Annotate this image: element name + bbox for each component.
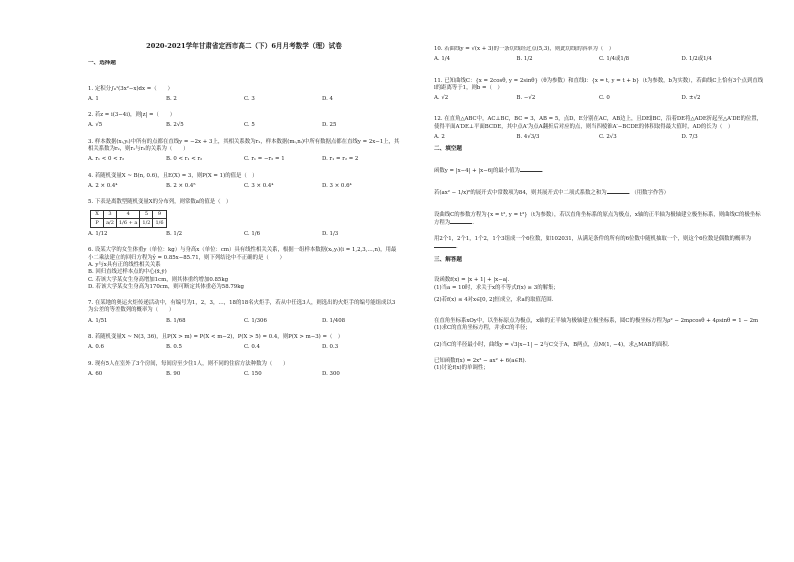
table-cell: 1/6 [153, 219, 166, 228]
option: A. √5 [88, 122, 103, 129]
option: B. 1/2 [516, 56, 533, 63]
question-8: 8. 若随机变量X ~ N(3, 36)，且P(X > m) = P(X < m−2)，P(X > 5) = 0.4，则P(X > m−3) =（ ） [88, 333, 344, 340]
question-1: 1. 定积分∫₀¹(3x²−x)dx =（ ） [88, 85, 173, 92]
problem-17-part-1: (1)当a = 10时，求关于x的不等式f(x) ≥ 3的解集； [434, 284, 559, 291]
option: C. 1/4或1/8 [599, 56, 630, 63]
option: C. 1/306 [244, 317, 267, 324]
option: D. 1/408 [322, 317, 346, 324]
question-11: 11. 已知曲线C：{x = 2cosθ, y = 2sinθ}（θ为参数）和直线l：{x = t, y = t + b}（t为参数，b为实数），若曲线C上恰有3个点到直线l的距离等于1，则b =（ ） [434, 77, 764, 91]
question-3: 3. 样本数据(xᵢ,yᵢ)中所有的点都在直线y = −2x + 3上，其相关系数为r₁，样本数据(mᵢ,nᵢ)中所有数据点都在直线y = 2x−1上，其相关系数为r₂，则r₁与r₂的关系为（ ） [88, 138, 400, 153]
option: A. 2 × 0.4⁴ [88, 182, 118, 189]
option: C. 0.4 [244, 344, 260, 351]
table-row [91, 210, 167, 219]
option: B. 2 [166, 95, 177, 102]
question-12: 12. 在直角△ABC中，AC⊥BC，BC = 3，AB = 5，点D，E分别在AC，AB边上，且DE∥BC，沿着DE将△ADE折起至△A′DE的位置，使得平面A′DE⊥平面BCDE，其中点A′为点A翻折后对应的点，则当四棱锥A′−BCDE的体积取得最大值时，AD的长为（ ） [434, 116, 763, 130]
left-column [88, 60, 400, 556]
question-4: 4. 若随机变量X ~ B(n, 0.6)，且E(X) = 3，则P(X = 1)的值是（ ） [88, 172, 258, 179]
option: C. 2√3 [599, 134, 617, 141]
section-choice-heading: 一、选择题 [88, 60, 116, 66]
question-10-options [434, 56, 764, 63]
answer-blank [607, 189, 629, 194]
question-5: 5. 下表是离散型随机变量X的分布列，则常数a的值是（ ） [88, 199, 232, 206]
question-12-options [434, 134, 764, 141]
question-9: 9. 现有5人在室外了3个房间，每间房至少住1人，则不同的住宿方法种数为（ ） [88, 360, 289, 367]
table-cell: 4 [117, 210, 140, 219]
table-cell: X [91, 210, 104, 219]
option: C. 5 [244, 122, 255, 129]
distribution-table [90, 210, 167, 229]
option: B. 2 × 0.4⁵ [166, 182, 196, 189]
option: B. 4√3/3 [516, 134, 540, 141]
fill-question-14-suffix: ．（用数字作答） [628, 190, 670, 197]
problem-19-part-1: (1)讨论f(x)的单调性； [434, 365, 489, 372]
fill-question-16: 用2个1，2个1，1个2，1个3组成一个6位数，如102031，从满足条件的所有的6位数中随机抽取一个，则这个6位数是偶数的概率为． [434, 236, 752, 251]
question-5-options [88, 231, 400, 238]
table-cell: a/2 [104, 219, 117, 228]
option: A. 1/4 [434, 56, 450, 63]
question-11-options [434, 95, 764, 102]
problem-17-stem: 设函数f(x) = |x + 1| + |x−a|． [434, 277, 514, 284]
table-cell: 3 [104, 210, 117, 219]
question-9-options [88, 371, 400, 378]
problem-18-stem: 在直角坐标系xOy中，以坐标原点为极点，x轴的正半轴为极轴建立极坐标系，圆C的极坐标方程为ρ² − 2mρcosθ + 4ρsinθ = 1 − 2m [434, 318, 759, 325]
problem-18-part-2: (2)当C的半径最小时，曲线y = √3|x−1| − 2与C交于A，B两点，点M(1, −4)，求△MAB的面积． [434, 341, 674, 348]
table-cell: P [91, 219, 104, 228]
question-3-options [88, 156, 400, 163]
question-8-options [88, 344, 400, 351]
option: A. r₁ < 0 < r₂ [88, 156, 125, 163]
option: C. 1/6 [244, 231, 261, 238]
option: B. 1/2 [166, 231, 183, 238]
option: A. 1/51 [88, 317, 108, 324]
section-fill-heading: 二、填空题 [434, 146, 462, 153]
question-6-option: B. 回归直线过样本点的中心(x̄,ȳ) [88, 269, 167, 276]
option: B. 1/68 [166, 317, 186, 324]
problem-17-part-2: (2)若f(x) ≤ 4对x∈[0, 2]恒成立，求a的取值范围． [434, 296, 558, 303]
question-2: 2. 若z = i(3−4i)，则|z| =（ ） [88, 112, 176, 119]
answer-blank [450, 219, 472, 224]
question-6: 6. 设某大学的女生体重y（单位：kg）与身高x（单位：cm）具有线性相关关系，根据一组样本数据(xᵢ,yᵢ)(i = 1,2,3,…,n)，用最小二乘法建立的回归方程为ŷ = 0.85x−85.71，则下列结论中不正确的是（ ） [88, 247, 397, 261]
option: A. 60 [88, 370, 103, 377]
answer-blank [520, 167, 542, 172]
option: B. 2√5 [166, 122, 184, 129]
fill-question-13-text: 函数y = |x−4| + |x−6|的最小值为 [434, 167, 520, 174]
option: D. ±√2 [681, 95, 701, 102]
option: D. 300 [322, 370, 340, 377]
option: D. 25 [322, 122, 337, 129]
fill-question-14 [434, 189, 764, 197]
fill-question-16-text: 用2个1，2个1，1个2，1个3组成一个6位数，如102031，从满足条件的所有的6位数中随机抽取一个，则这个6位数是偶数的概率为 [434, 236, 752, 243]
question-6-option: D. 若该大学某女生身高为170cm，则可断定其体重必为58.79kg [88, 283, 244, 290]
question-2-options [88, 122, 400, 129]
option: D. 4 [322, 95, 333, 102]
option: C. 0 [599, 95, 610, 102]
table-cell: 1/6 + a [117, 219, 140, 228]
fill-question-13: 函数y = |x−4| + |x−6|的最小值为 ． [434, 167, 548, 174]
option: D. 0.3 [322, 344, 339, 351]
option: B. 0.5 [166, 344, 182, 351]
exam-title: 2020-2021学年甘肃省定西市高二（下）6月月考数学（理）试卷 [146, 42, 342, 50]
option: A. 1 [88, 95, 99, 102]
option: B. 0 < r₁ < r₂ [166, 156, 203, 163]
fill-question-15-text: 设曲线C的参数方程为{x = t², y = t³}（t为参数），若以直角坐标系的原点为极点，x轴的正半轴为极轴建立极坐标系，则曲线C的极坐标方程为 [434, 211, 761, 226]
option: B. 90 [166, 370, 181, 377]
table-cell: 9 [153, 210, 166, 219]
option: C. r₁ = −r₂ = 1 [244, 156, 285, 163]
option: C. 3 [244, 95, 255, 102]
question-6-option: A. y与x具有正的线性相关关系 [88, 261, 161, 268]
question-7: 7. 在某地的奥运火炬传递活动中，有编号为1，2，3，…，18的18名火炬手，若从中任选3人，则选出的火炬手的编号能组成以3为公差的等差数列的概率为（ ） [88, 300, 396, 314]
option: D. 3 × 0.6⁴ [322, 182, 352, 189]
option: C. 150 [244, 370, 262, 377]
table-cell: 1/2 [140, 219, 153, 228]
problem-18-part-1: (1)求C的直角坐标方程，并求C的半径； [434, 325, 531, 332]
table-cell: 5 [140, 210, 153, 219]
question-6-option: C. 若该大学某女生身高增加1cm，则其体重约增加0.85kg [88, 276, 229, 283]
section-solve-heading: 三、解答题 [434, 256, 462, 263]
option: D. 1/3 [322, 231, 339, 238]
option: D. 7/3 [681, 134, 698, 141]
option: B. −√2 [516, 95, 536, 102]
question-10: 10. 若曲线y = √(x + 3)的一条切线经过点(5,3)，则此切线的斜率为（ ） [434, 46, 615, 52]
answer-blank [434, 243, 456, 248]
problem-19-stem: 已知函数f(x) = 2x³ − ax² + 6(a∈R)． [434, 358, 530, 365]
option: A. 2 [434, 134, 445, 141]
option: A. 1/12 [88, 231, 108, 238]
option: C. 3 × 0.4⁴ [244, 182, 274, 189]
option: A. √2 [434, 95, 449, 102]
fill-question-15: 设曲线C的参数方程为{x = t², y = t³}（t为参数），若以直角坐标系的原点为极点，x轴的正半轴为极轴建立极坐标系，则曲线C的极坐标方程为 ． [434, 211, 761, 226]
option: D. 1/2或1/4 [681, 56, 712, 63]
right-column [434, 46, 764, 556]
table-row [91, 219, 167, 228]
fill-question-14-text: 若(ax² − 1/x)⁶的展开式中常数项为84，则其展开式中二项式系数之和为 [434, 190, 607, 197]
question-4-options [88, 183, 400, 190]
option: D. r₁ = r₂ = 2 [322, 156, 359, 163]
option: A. 0.6 [88, 344, 104, 351]
question-7-options [88, 318, 400, 325]
question-1-options [88, 96, 400, 103]
